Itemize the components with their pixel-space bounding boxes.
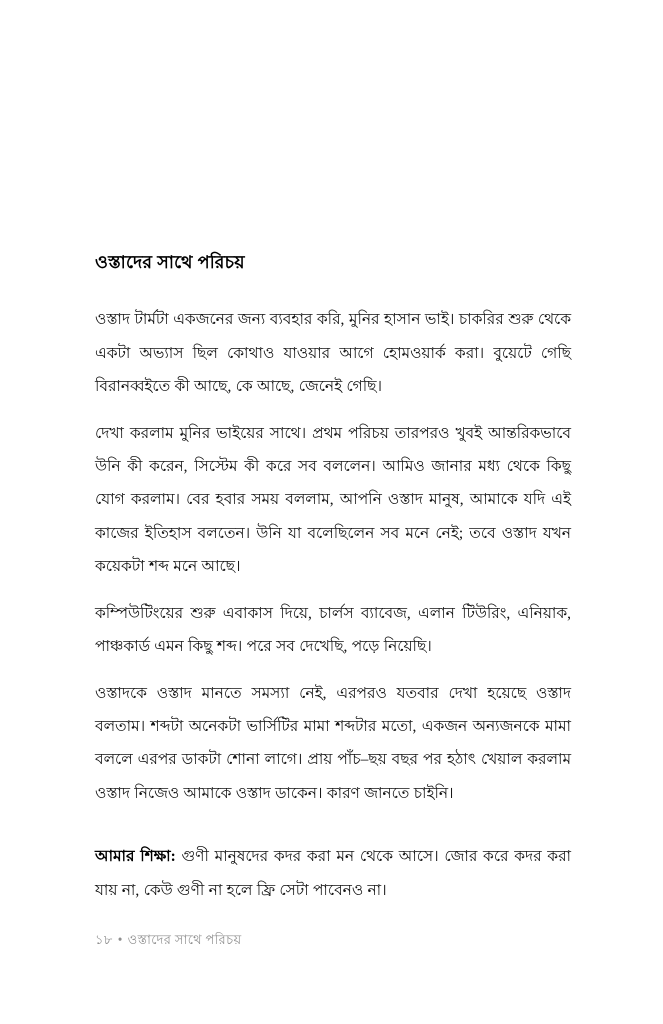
- page-content: [95, 250, 571, 907]
- lesson-lead-in-label: আমার শিক্ষা:: [95, 848, 176, 866]
- page-title: ওস্তাদের সাথে পরিচয়: [95, 252, 245, 272]
- footer-separator-bullet-icon: •: [117, 932, 123, 947]
- body-paragraph: কম্পিউটিংয়ের শুরু এবাকাস দিয়ে, চার্লস ব্যাবেজ, এলান টিউরিং, এনিয়াক, পাঞ্চকার্ড এমন কিছু শব্দ। পরে সব দেখেছি, পড়ে নিয়েছি।: [95, 604, 571, 656]
- footer-page-number: ১৮: [95, 932, 113, 947]
- body-paragraph: ওস্তাদ টার্মটা একজনের জন্য ব্যবহার করি, মুনির হাসান ভাই। চাকরির শুরু থেকে একটা অভ্যাস ছিল কোথাও যাওয়ার আগে হোমওয়ার্ক করা। বুয়েটে গেছি বিরানব্বইতে কী আছে, কে আছে, জেনেই গেছি।: [95, 311, 571, 396]
- lesson-paragraph: [95, 840, 571, 907]
- footer-chapter-title: ওস্তাদের সাথে পরিচয়: [127, 932, 242, 947]
- body-paragraph: দেখা করলাম মুনির ভাইয়ের সাথে। প্রথম পরিচয় তারপরও খুবই আন্তরিকভাবে উনি কী করেন, সিস্টেম কী করে সব বললেন। আমিও জানার মধ্য থেকে কিছু যোগ করলাম। বের হবার সময় বললাম, আপনি ওস্তাদ মানুষ, আমাকে যদি এই কাজের ইতিহাস বলতেন। উনি যা বলেছিলেন সব মনে নেই; তবে ওস্তাদ যখন কয়েকটা শব্দ মনে আছে।: [95, 424, 571, 576]
- body-paragraph: ওস্তাদকে ওস্তাদ মানতে সমস্যা নেই, এরপরও যতবার দেখা হয়েছে ওস্তাদ বলতাম। শব্দটা অনেকটা ভার্সিটির মামা শব্দটার মতো, একজন অন্যজনকে মামা বললে এরপর ডাকটা শোনা লাগে। প্রায় পাঁচ–ছয় বছর পর হঠাৎ খেয়াল করলাম ওস্তাদ নিজেও আমাকে ওস্তাদ ডাকেন। কারণ জানতে চাইনি।: [95, 684, 571, 802]
- page-footer: [95, 930, 242, 952]
- lesson-paragraph-text: গুণী মানুষদের কদর করা মন থেকে আসে। জোর করে কদর করা যায় না, কেউ গুণী না হলে ফ্রি সেটা পাবেনও না।: [95, 848, 571, 899]
